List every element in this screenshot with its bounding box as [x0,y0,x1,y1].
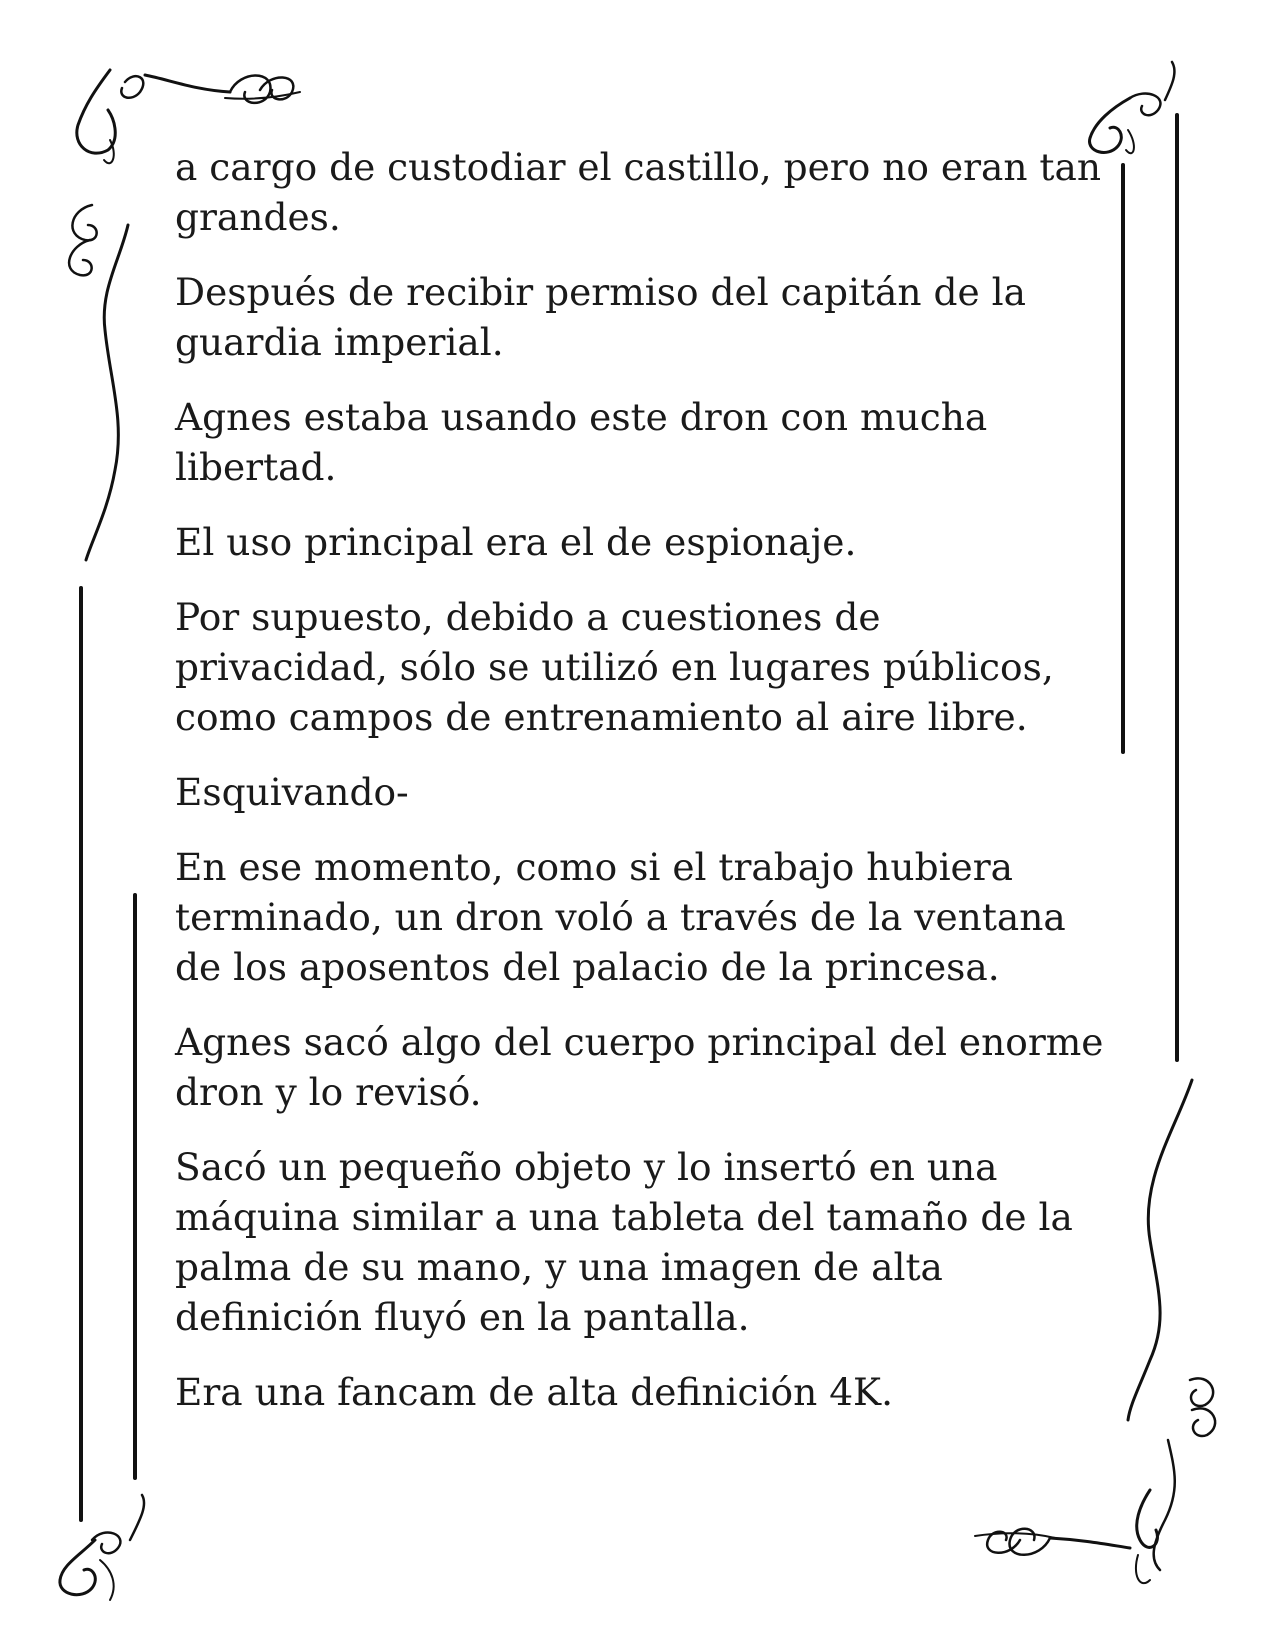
bottom-left-flourish-icon [60,1495,144,1600]
paragraph: El uso principal era el de espionaje. [175,520,857,564]
top-right-flourish-icon [1090,62,1175,153]
paragraph: Agnes estaba usando este dron con mucha libertad. [175,395,988,489]
paragraph: Por supuesto, debido a cuestiones de privacidad, sólo se utilizó en lugares públicos, como campos de entrenamiento al aire libre. [175,595,1054,739]
paragraph: Después de recibir permiso del capitán de la guardia imperial. [175,270,1026,364]
paragraph: Esquivando- [175,770,409,814]
paragraph: Era una fancam de alta definición 4K. [175,1370,893,1414]
paragraph: En ese momento, como si el trabajo hubiera terminado, un dron voló a través de la ventana de los aposentos del palacio de la princesa. [175,845,1066,989]
paragraph: Agnes sacó algo del cuerpo principal del enorme dron y lo revisó. [175,1020,1104,1114]
paragraph: Sacó un pequeño objeto y lo insertó en una máquina similar a una tableta del tamaño de la palma de su mano, y una imagen de alta definición fluyó en la pantalla. [175,1145,1073,1339]
paragraph: a cargo de custodiar el castillo, pero no eran tan grandes. [175,145,1102,239]
page-body-text [175,142,1105,1442]
